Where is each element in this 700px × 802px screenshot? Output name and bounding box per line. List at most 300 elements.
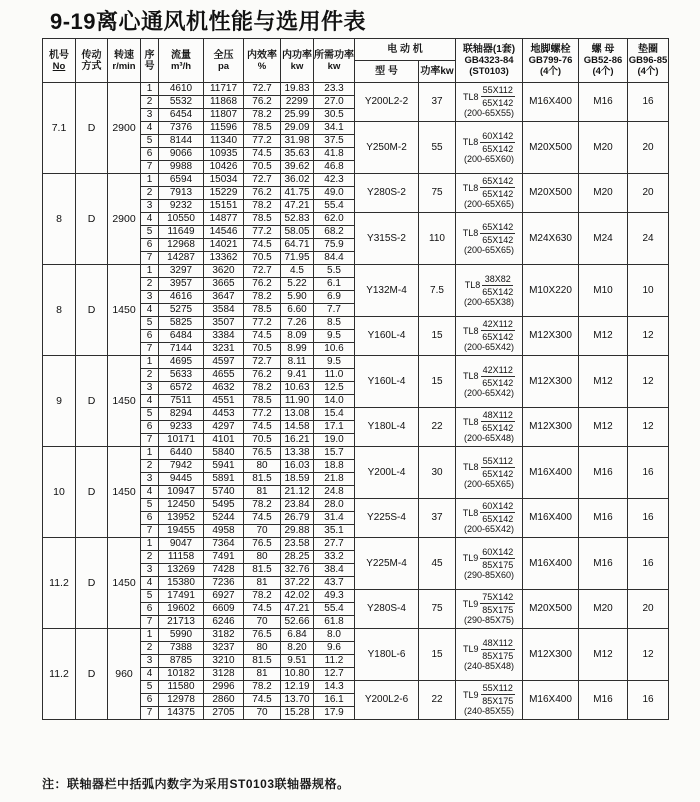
cell-pressure: 11340 [204,135,244,148]
cell-motor-model: Y180L-4 [355,408,419,447]
cell-flow: 6572 [159,382,204,395]
cell-motor-power: 30 [419,447,456,499]
cell-motor-model: Y160L-4 [355,356,419,408]
cell-nut: M12 [579,317,628,356]
cell-power-internal: 18.59 [281,473,314,486]
cell-efficiency: 72.7 [244,83,281,96]
cell-motor-model: Y200L2-6 [355,681,419,720]
cell-power-internal: 52.83 [281,213,314,226]
cell-nut: M20 [579,174,628,213]
cell-power-required: 15.4 [314,408,355,421]
cell-efficiency: 70.5 [244,252,281,265]
cell-motor-power: 37 [419,83,456,122]
col-header-anchor-bolt: 地脚螺栓 GB799-76 (4个) [523,39,579,83]
cell-machine-no: 9 [43,356,76,447]
cell-motor-model: Y200L2-2 [355,83,419,122]
cell-pressure: 5891 [204,473,244,486]
cell-power-required: 43.7 [314,577,355,590]
cell-coupling [456,265,523,317]
cell-flow: 7144 [159,343,204,356]
cell-pressure: 4453 [204,408,244,421]
cell-flow: 14287 [159,252,204,265]
cell-coupling [456,629,523,681]
cell-power-required: 14.3 [314,681,355,694]
cell-motor-model: Y315S-2 [355,213,419,265]
cell-seq: 3 [141,291,159,304]
cell-power-internal: 37.22 [281,577,314,590]
cell-coupling [456,122,523,174]
cell-seq: 4 [141,395,159,408]
coupling-size-top: 60X142 [482,501,514,511]
cell-power-internal: 8.99 [281,343,314,356]
cell-efficiency: 78.2 [244,499,281,512]
cell-motor-power: 15 [419,356,456,408]
coupling-st0103-note: (290-85X75) [463,615,515,625]
cell-nut: M24 [579,213,628,265]
cell-speed: 1450 [108,538,141,629]
cell-nut: M12 [579,356,628,408]
cell-seq: 1 [141,174,159,187]
cell-power-internal: 4.5 [281,265,314,278]
cell-power-required: 38.4 [314,564,355,577]
cell-power-required: 19.0 [314,434,355,447]
cell-anchor-bolt: M16X400 [523,538,579,590]
coupling-size-bottom: 65X142 [482,514,514,524]
col-header-flow: 流量 m³/h [159,39,204,83]
coupling-type: TL9 [462,553,479,563]
coupling-size-top: 48X112 [482,410,513,420]
cell-efficiency: 80 [244,551,281,564]
coupling-size-top: 65X142 [482,176,514,186]
cell-machine-no: 10 [43,447,76,538]
cell-flow: 10947 [159,486,204,499]
cell-seq: 6 [141,694,159,707]
cell-drive-mode: D [76,174,108,265]
cell-efficiency: 78.5 [244,122,281,135]
cell-coupling [456,499,523,538]
cell-seq: 5 [141,499,159,512]
table-row [43,538,669,551]
cell-washer: 12 [628,408,669,447]
cell-power-required: 68.2 [314,226,355,239]
cell-pressure: 4655 [204,369,244,382]
coupling-type: TL8 [464,280,481,290]
coupling-type: TL9 [463,689,479,700]
cell-flow: 10550 [159,213,204,226]
cell-seq: 6 [141,512,159,525]
cell-pressure: 5740 [204,486,244,499]
cell-seq: 3 [141,564,159,577]
cell-seq: 2 [141,460,159,473]
cell-flow: 12968 [159,239,204,252]
cell-machine-no: 8 [43,174,76,265]
cell-flow: 13952 [159,512,204,525]
cell-motor-power: 110 [419,213,456,265]
cell-pressure: 3584 [204,304,244,317]
cell-power-required: 28.0 [314,499,355,512]
cell-power-required: 9.5 [314,330,355,343]
cell-nut: M12 [579,629,628,681]
cell-power-internal: 41.75 [281,187,314,200]
cell-flow: 7511 [159,395,204,408]
cell-seq: 2 [141,278,159,291]
cell-flow: 7376 [159,122,204,135]
cell-power-internal: 64.71 [281,239,314,252]
cell-motor-power: 22 [419,408,456,447]
coupling-size-bottom: 65X142 [482,286,514,297]
cell-motor-power: 15 [419,629,456,681]
cell-flow: 3297 [159,265,204,278]
cell-flow: 11580 [159,681,204,694]
cell-power-required: 17.9 [314,707,355,720]
cell-power-required: 24.8 [314,486,355,499]
cell-seq: 5 [141,226,159,239]
cell-motor-model: Y225M-4 [355,538,419,590]
cell-pressure: 3384 [204,330,244,343]
col-header-power-internal: 内功率 kw [281,39,314,83]
cell-efficiency: 70 [244,525,281,538]
cell-speed: 1450 [108,447,141,538]
cell-pressure: 4958 [204,525,244,538]
cell-power-required: 55.4 [314,200,355,213]
cell-seq: 6 [141,330,159,343]
cell-seq: 5 [141,408,159,421]
cell-power-internal: 47.21 [281,200,314,213]
cell-power-internal: 35.63 [281,148,314,161]
cell-anchor-bolt: M20X500 [523,174,579,213]
cell-speed: 1450 [108,265,141,356]
cell-pressure: 10935 [204,148,244,161]
cell-nut: M16 [579,499,628,538]
cell-power-required: 8.0 [314,629,355,642]
footnote: 注：联轴器栏中括弧内数字为采用ST0103联轴器规格。 [42,777,350,791]
cell-flow: 4610 [159,83,204,96]
cell-washer: 24 [628,213,669,265]
coupling-st0103-note: (290-85X60) [463,569,515,580]
cell-efficiency: 76.2 [244,96,281,109]
col-header-efficiency: 内效率 % [244,39,281,83]
cell-power-internal: 11.90 [281,395,314,408]
cell-anchor-bolt: M12X300 [523,629,579,681]
cell-seq: 7 [141,707,159,720]
coupling-type: TL8 [463,91,479,102]
cell-flow: 5990 [159,629,204,642]
cell-nut: M20 [579,590,628,629]
cell-power-internal: 47.21 [281,603,314,616]
cell-flow: 7942 [159,460,204,473]
cell-efficiency: 74.5 [244,421,281,434]
cell-power-required: 21.8 [314,473,355,486]
cell-power-internal: 13.08 [281,408,314,421]
coupling-size-bottom: 65X142 [482,143,514,154]
cell-anchor-bolt: M10X220 [523,265,579,317]
cell-nut: M12 [579,408,628,447]
cell-flow: 5532 [159,96,204,109]
coupling-st0103-note: (200-65X42) [463,342,515,352]
coupling-size-bottom: 65X142 [482,468,514,479]
cell-power-required: 15.7 [314,447,355,460]
cell-efficiency: 70 [244,707,281,720]
cell-washer: 12 [628,629,669,681]
cell-power-internal: 39.62 [281,161,314,174]
cell-nut: M16 [579,538,628,590]
cell-motor-model: Y280S-4 [355,590,419,629]
cell-washer: 20 [628,590,669,629]
cell-flow: 13269 [159,564,204,577]
cell-coupling [456,590,523,629]
cell-efficiency: 74.5 [244,148,281,161]
cell-seq: 2 [141,551,159,564]
cell-motor-power: 55 [419,122,456,174]
cell-motor-power: 45 [419,538,456,590]
col-header-motor-model: 型 号 [355,61,419,83]
cell-seq: 3 [141,109,159,122]
cell-power-required: 41.8 [314,148,355,161]
cell-motor-model: Y280S-2 [355,174,419,213]
cell-machine-no: 7.1 [43,83,76,174]
cell-seq: 5 [141,135,159,148]
coupling-size-top: 60X142 [482,130,514,141]
cell-efficiency: 78.2 [244,109,281,122]
coupling-st0103-note: (200-65X42) [463,524,515,534]
cell-power-required: 27.7 [314,538,355,551]
cell-seq: 3 [141,200,159,213]
cell-pressure: 5941 [204,460,244,473]
cell-power-internal: 6.84 [281,629,314,642]
cell-power-internal: 31.98 [281,135,314,148]
cell-efficiency: 78.2 [244,382,281,395]
coupling-size-bottom: 85X175 [482,559,514,570]
cell-power-required: 11.2 [314,655,355,668]
cell-anchor-bolt: M24X630 [523,213,579,265]
cell-power-internal: 21.12 [281,486,314,499]
cell-power-internal: 16.21 [281,434,314,447]
table-row [43,629,669,642]
cell-pressure: 3665 [204,278,244,291]
cell-flow: 4695 [159,356,204,369]
cell-pressure: 6609 [204,603,244,616]
coupling-st0103-note: (240-85X48) [463,660,515,671]
cell-power-required: 18.8 [314,460,355,473]
cell-efficiency: 72.7 [244,356,281,369]
cell-pressure: 3647 [204,291,244,304]
cell-motor-model: Y132M-4 [355,265,419,317]
cell-seq: 5 [141,681,159,694]
cell-seq: 4 [141,122,159,135]
cell-pressure: 2996 [204,681,244,694]
cell-flow: 11158 [159,551,204,564]
table-row [43,174,669,187]
cell-anchor-bolt: M12X300 [523,408,579,447]
cell-coupling [456,356,523,408]
cell-power-required: 46.8 [314,161,355,174]
cell-flow: 9233 [159,421,204,434]
cell-power-required: 31.4 [314,512,355,525]
page-title: 9-19离心通风机性能与选用件表 [50,9,367,34]
cell-flow: 21713 [159,616,204,629]
coupling-size-top: 42X112 [482,319,513,329]
cell-flow: 9047 [159,538,204,551]
cell-coupling [456,213,523,265]
cell-flow: 6454 [159,109,204,122]
cell-pressure: 5244 [204,512,244,525]
cell-efficiency: 78.2 [244,681,281,694]
cell-power-internal: 7.26 [281,317,314,330]
cell-efficiency: 77.2 [244,317,281,330]
cell-pressure: 4597 [204,356,244,369]
cell-seq: 3 [141,655,159,668]
cell-efficiency: 80 [244,460,281,473]
cell-power-required: 5.5 [314,265,355,278]
cell-machine-no: 8 [43,265,76,356]
cell-power-internal: 9.41 [281,369,314,382]
cell-flow: 19602 [159,603,204,616]
cell-pressure: 7428 [204,564,244,577]
cell-power-required: 11.0 [314,369,355,382]
cell-flow: 10171 [159,434,204,447]
cell-power-required: 34.1 [314,122,355,135]
cell-efficiency: 76.5 [244,629,281,642]
cell-drive-mode: D [76,356,108,447]
coupling-st0103-note: (200-65X60) [463,153,515,164]
cell-efficiency: 74.5 [244,694,281,707]
cell-washer: 20 [628,122,669,174]
coupling-size-bottom: 85X175 [482,650,514,661]
cell-flow: 7913 [159,187,204,200]
cell-power-internal: 29.88 [281,525,314,538]
cell-motor-power: 75 [419,174,456,213]
cell-motor-model: Y160L-4 [355,317,419,356]
cell-coupling [456,174,523,213]
cell-nut: M20 [579,122,628,174]
cell-power-internal: 29.09 [281,122,314,135]
cell-seq: 1 [141,629,159,642]
cell-speed: 1450 [108,356,141,447]
cell-power-required: 42.3 [314,174,355,187]
coupling-size-bottom: 65X142 [482,377,514,388]
cell-flow: 4616 [159,291,204,304]
coupling-size-bottom: 85X175 [482,696,514,706]
cell-coupling [456,681,523,720]
cell-efficiency: 78.2 [244,291,281,304]
cell-seq: 6 [141,148,159,161]
cell-power-required: 9.6 [314,642,355,655]
cell-efficiency: 74.5 [244,603,281,616]
cell-power-internal: 36.02 [281,174,314,187]
cell-efficiency: 77.2 [244,226,281,239]
cell-washer: 16 [628,499,669,538]
cell-seq: 5 [141,317,159,330]
coupling-size-top: 48X112 [482,637,513,648]
cell-nut: M16 [579,681,628,720]
cell-efficiency: 81 [244,577,281,590]
cell-pressure: 3128 [204,668,244,681]
cell-efficiency: 78.2 [244,200,281,213]
coupling-type: TL8 [462,507,479,518]
cell-anchor-bolt: M16X400 [523,83,579,122]
cell-seq: 4 [141,668,159,681]
cell-power-required: 84.4 [314,252,355,265]
coupling-size-bottom: 65X142 [482,189,514,199]
cell-flow: 5275 [159,304,204,317]
cell-efficiency: 78.5 [244,304,281,317]
cell-power-required: 30.5 [314,109,355,122]
cell-power-required: 10.6 [314,343,355,356]
cell-power-required: 12.5 [314,382,355,395]
cell-flow: 17491 [159,590,204,603]
cell-power-required: 75.9 [314,239,355,252]
cell-motor-model: Y200L-4 [355,447,419,499]
cell-nut: M10 [579,265,628,317]
cell-power-required: 9.5 [314,356,355,369]
cell-seq: 7 [141,252,159,265]
table-row [43,265,669,278]
cell-power-internal: 23.58 [281,538,314,551]
coupling-type: TL8 [463,371,479,381]
cell-flow: 8144 [159,135,204,148]
cell-pressure: 5840 [204,447,244,460]
cell-anchor-bolt: M20X500 [523,122,579,174]
cell-power-internal: 10.63 [281,382,314,395]
coupling-size-top: 65X142 [482,221,514,232]
cell-pressure: 3182 [204,629,244,642]
cell-efficiency: 77.2 [244,408,281,421]
cell-efficiency: 81 [244,486,281,499]
coupling-size-top: 60X142 [482,546,514,557]
cell-pressure: 3237 [204,642,244,655]
cell-efficiency: 74.5 [244,512,281,525]
cell-efficiency: 70 [244,616,281,629]
cell-power-required: 23.3 [314,83,355,96]
cell-nut: M16 [579,447,628,499]
cell-pressure: 3210 [204,655,244,668]
cell-efficiency: 78.2 [244,590,281,603]
cell-seq: 7 [141,525,159,538]
cell-efficiency: 74.5 [244,330,281,343]
cell-anchor-bolt: M16X400 [523,447,579,499]
cell-seq: 4 [141,486,159,499]
cell-pressure: 13362 [204,252,244,265]
cell-flow: 9445 [159,473,204,486]
cell-efficiency: 81.5 [244,564,281,577]
cell-pressure: 6246 [204,616,244,629]
cell-flow: 14375 [159,707,204,720]
cell-flow: 15380 [159,577,204,590]
cell-power-required: 14.0 [314,395,355,408]
cell-seq: 4 [141,577,159,590]
cell-seq: 7 [141,161,159,174]
cell-power-internal: 26.79 [281,512,314,525]
col-header-seq: 序 号 [141,39,159,83]
cell-anchor-bolt: M20X500 [523,590,579,629]
coupling-size-top: 38X82 [482,274,513,286]
cell-nut: M16 [579,83,628,122]
cell-pressure: 11596 [204,122,244,135]
cell-flow: 6484 [159,330,204,343]
cell-power-internal: 8.11 [281,356,314,369]
cell-anchor-bolt: M12X300 [523,317,579,356]
cell-power-required: 49.0 [314,187,355,200]
coupling-st0103-note: (200-65X42) [463,387,515,398]
cell-flow: 10182 [159,668,204,681]
cell-efficiency: 77.2 [244,135,281,148]
cell-efficiency: 76.2 [244,369,281,382]
cell-power-internal: 13.38 [281,447,314,460]
cell-drive-mode: D [76,265,108,356]
cell-seq: 7 [141,616,159,629]
cell-pressure: 3620 [204,265,244,278]
fan-spec-table [42,38,669,720]
